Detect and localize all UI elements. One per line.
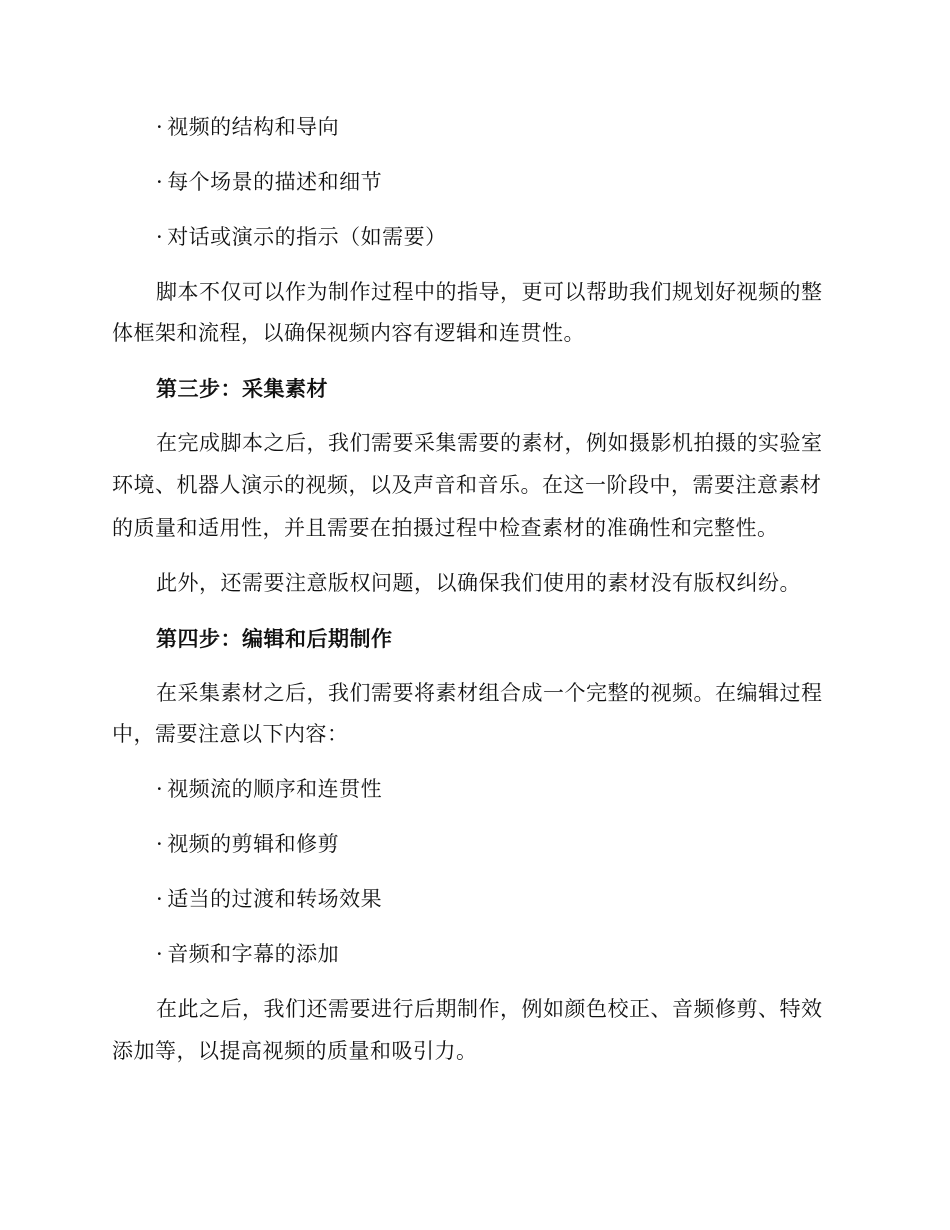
paragraph-line: 的质量和适用性，并且需要在拍摄过程中检查素材的准确性和完整性。 bbox=[112, 516, 779, 540]
list-item-text: 适当的过渡和转场效果 bbox=[167, 887, 383, 911]
list-item-text: 视频流的顺序和连贯性 bbox=[167, 777, 383, 801]
bullet-dot: · bbox=[156, 942, 164, 966]
list-item bbox=[156, 884, 876, 915]
list-item bbox=[156, 939, 876, 970]
bullet-dot: · bbox=[156, 777, 164, 801]
section-heading: 第四步：编辑和后期制作 bbox=[156, 626, 393, 651]
list-item bbox=[156, 167, 876, 198]
list-item-text: 每个场景的描述和细节 bbox=[167, 170, 383, 194]
bullet-dot: · bbox=[156, 887, 164, 911]
paragraph-line: 脚本不仅可以作为制作过程中的指导，更可以帮助我们规划好视频的整 bbox=[156, 280, 823, 304]
paragraph-line: 此外，还需要注意版权问题，以确保我们使用的素材没有版权纠纷。 bbox=[156, 571, 801, 595]
section-heading: 第三步：采集素材 bbox=[156, 376, 328, 401]
bullet-dot: · bbox=[156, 115, 164, 139]
paragraph-line: 在此之后，我们还需要进行后期制作，例如颜色校正、音频修剪、特效 bbox=[156, 997, 823, 1021]
list-item bbox=[156, 774, 876, 805]
list-item-text: 音频和字幕的添加 bbox=[167, 942, 340, 966]
list-item-text: 视频的结构和导向 bbox=[167, 115, 340, 139]
paragraph-line: 在完成脚本之后，我们需要采集需要的素材，例如摄影机拍摄的实验室 bbox=[156, 431, 823, 455]
paragraph-line: 环境、机器人演示的视频，以及声音和音乐。在这一阶段中，需要注意素材 bbox=[112, 473, 822, 497]
list-item bbox=[156, 829, 876, 860]
paragraph-line: 添加等，以提高视频的质量和吸引力。 bbox=[112, 1039, 478, 1063]
list-item-text: 视频的剪辑和修剪 bbox=[167, 832, 340, 856]
paragraph-line: 在采集素材之后，我们需要将素材组合成一个完整的视频。在编辑过程 bbox=[156, 681, 823, 705]
bullet-dot: · bbox=[156, 170, 164, 194]
bullet-dot: · bbox=[156, 225, 164, 249]
paragraph-line: 体框架和流程，以确保视频内容有逻辑和连贯性。 bbox=[112, 321, 585, 345]
list-item-text: 对话或演示的指示（如需要） bbox=[167, 225, 447, 249]
paragraph-line: 中，需要注意以下内容： bbox=[112, 722, 349, 746]
bullet-dot: · bbox=[156, 832, 164, 856]
list-item bbox=[156, 222, 876, 253]
list-item bbox=[156, 112, 876, 143]
